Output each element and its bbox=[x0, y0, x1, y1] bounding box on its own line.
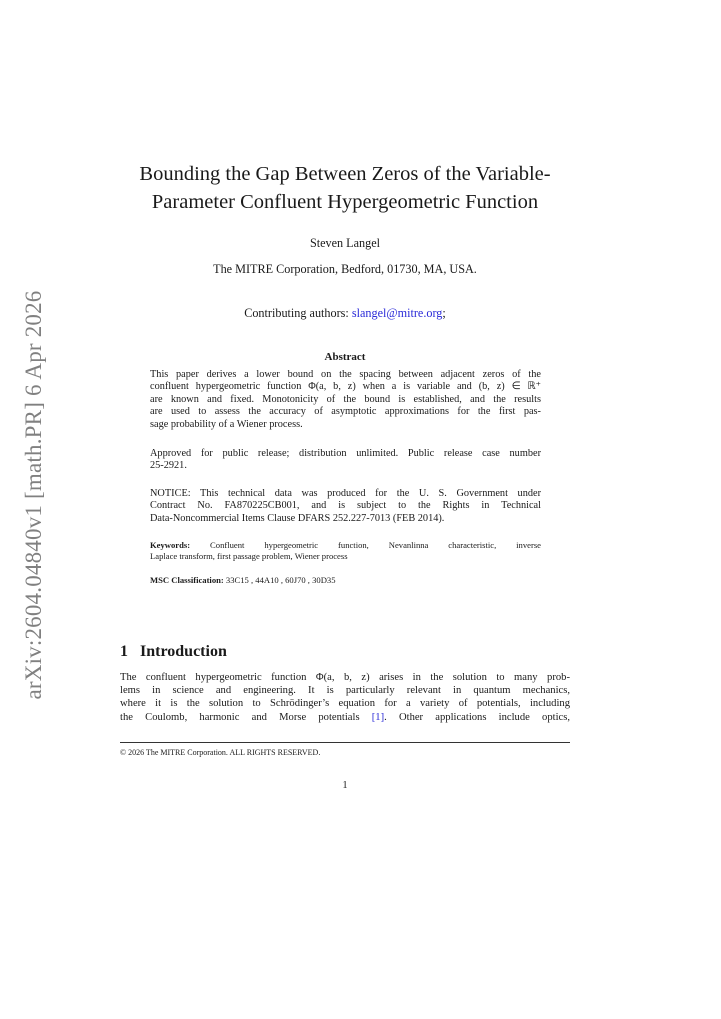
footnote-rule bbox=[120, 742, 570, 743]
abstract-heading: Abstract bbox=[324, 351, 366, 363]
page-number: 1 bbox=[342, 780, 348, 791]
abstract-line: are known and fixed. Monotonicity of the bound is established, and the results bbox=[150, 393, 541, 405]
notice-statement bbox=[150, 488, 541, 525]
msc-label: MSC Classification: bbox=[150, 575, 224, 585]
release-line: 25-2921. bbox=[150, 460, 187, 472]
contrib-suffix: ; bbox=[442, 306, 446, 320]
notice-line: Data-Noncommercial Items Clause DFARS 252.227-7013 (FEB 2014). bbox=[150, 512, 445, 524]
introduction-body bbox=[120, 671, 570, 724]
msc-value: 33C15 , 44A10 , 60J70 , 30D35 bbox=[225, 575, 336, 585]
abstract-line: confluent hypergeometric function Φ(a, b, z) when a is variable and (b, z) ∈ ℝ⁺ bbox=[150, 381, 541, 393]
author-email-link[interactable]: slangel@mitre.org bbox=[351, 306, 443, 320]
msc-classification bbox=[150, 575, 541, 586]
title-line-2: Parameter Confluent Hypergeometric Function bbox=[151, 191, 539, 213]
keywords bbox=[150, 540, 541, 562]
section-title: Introduction bbox=[140, 643, 227, 660]
section-number: 1 bbox=[120, 643, 128, 660]
paper-title bbox=[120, 160, 570, 216]
author-affiliation: The MITRE Corporation, Bedford, 01730, MA, USA. bbox=[213, 262, 477, 276]
citation-link[interactable]: [1] bbox=[371, 711, 385, 723]
notice-line: NOTICE: This technical data was produced for the U. S. Government under bbox=[150, 488, 541, 499]
msc-line bbox=[150, 575, 541, 586]
abstract-line: are used to assess the accuracy of asymptotic approximations for the first pas- bbox=[150, 406, 541, 418]
keywords-text-1: Confluent hypergeometric function, Nevanlinna characteristic, inverse bbox=[210, 540, 541, 550]
intro-text-pre: the Coulomb, harmonic and Morse potentials bbox=[120, 711, 372, 723]
intro-text-post: . Other applications include optics, bbox=[384, 711, 570, 723]
title-line-1: Bounding the Gap Between Zeros of the Variable- bbox=[139, 163, 551, 185]
keywords-text-2: Laplace transform, first passage problem, Wiener process bbox=[150, 551, 348, 561]
release-statement bbox=[150, 448, 541, 473]
notice-line: Contract No. FA870225CB001, and is subject to the Rights in Technical bbox=[150, 500, 541, 512]
contrib-label: Contributing authors: bbox=[244, 306, 352, 320]
intro-line-last bbox=[120, 711, 570, 724]
keywords-label: Keywords: bbox=[150, 540, 191, 550]
intro-line: The confluent hypergeometric function Φ(a, b, z) arises in the solution to many prob- bbox=[120, 672, 570, 683]
section-heading bbox=[120, 643, 227, 661]
copyright-notice: © 2026 The MITRE Corporation. ALL RIGHTS RESERVED. bbox=[120, 748, 321, 757]
contributing-authors bbox=[120, 306, 570, 321]
release-line: Approved for public release; distribution unlimited. Public release case number bbox=[150, 448, 541, 459]
abstract-line: This paper derives a lower bound on the spacing between adjacent zeros of the bbox=[150, 369, 541, 380]
keywords-line-1 bbox=[150, 540, 541, 551]
abstract-line: sage probability of a Wiener process. bbox=[150, 418, 303, 430]
author-name: Steven Langel bbox=[309, 236, 381, 250]
arxiv-id: arXiv:2604.04840v1 [math.PR] 6 Apr 2026 bbox=[21, 290, 46, 700]
intro-line: where it is the solution to Schrödinger’s equation for a variety of potentials, including bbox=[120, 698, 570, 710]
abstract-body bbox=[150, 369, 541, 431]
intro-line: lems in science and engineering. It is particularly relevant in quantum mechanics, bbox=[120, 685, 570, 697]
